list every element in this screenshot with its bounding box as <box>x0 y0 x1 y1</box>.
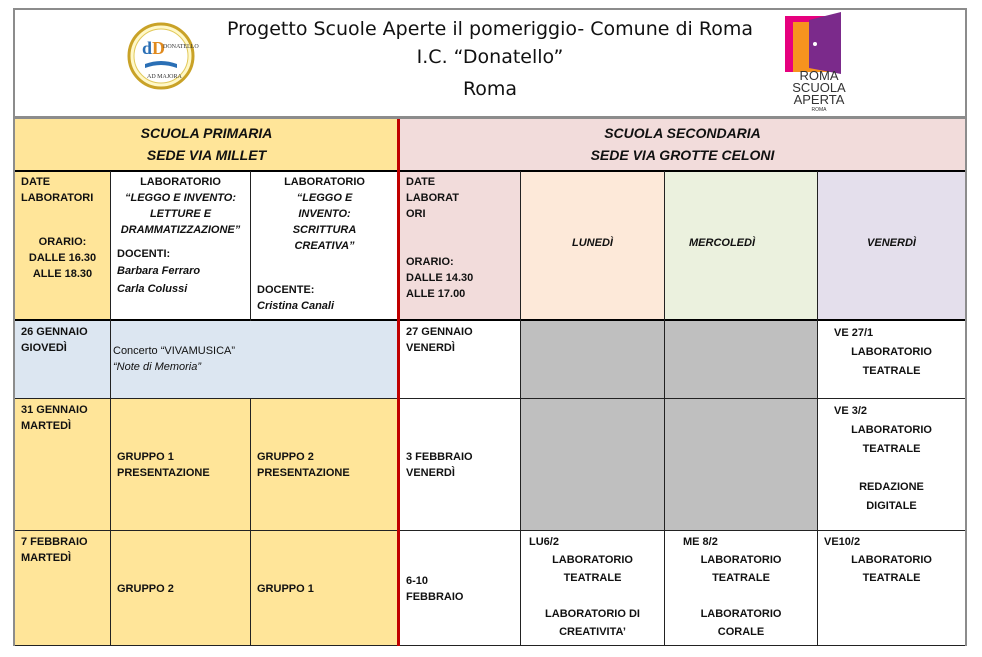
row1-lunedi <box>521 321 664 398</box>
roma-scuola-aperta-logo <box>779 12 859 116</box>
text: MARTEDÌ <box>21 552 72 564</box>
text: LABORATORIO <box>851 424 932 436</box>
band-primaria-title: SCUOLA PRIMARIA <box>140 125 273 141</box>
text: LABORATORIO <box>851 346 932 358</box>
text: VENERDÌ <box>867 237 916 249</box>
row2-venerdi <box>818 399 965 530</box>
row2-secondaria-date <box>400 399 520 530</box>
text: 6-10 <box>406 575 429 587</box>
text: TEATRALE <box>563 572 622 584</box>
grid-line <box>15 170 965 172</box>
header-school: I.C. “Donatello” <box>416 46 564 68</box>
text: 27 GENNAIO <box>406 326 473 338</box>
text: DOCENTI: <box>117 248 171 260</box>
text: TEATRALE <box>712 572 770 584</box>
text: PRESENTAZIONE <box>257 467 350 479</box>
text: CORALE <box>717 626 765 638</box>
text: GRUPPO 1 <box>117 451 174 463</box>
text: “Note di Memoria” <box>113 361 202 373</box>
logo-aperta: APERTA <box>793 92 845 107</box>
text: “LEGGO E <box>296 192 353 204</box>
text: ALLE 17.00 <box>406 288 466 300</box>
band-secondaria-sede: SEDE VIA GROTTE CELONI <box>590 147 775 163</box>
band-secondaria <box>400 119 965 171</box>
colhead-lab2 <box>251 171 398 320</box>
text: 26 GENNAIO <box>21 326 88 338</box>
text: MERCOLEDÌ <box>689 237 755 249</box>
donatello-logo <box>127 22 199 90</box>
grid-line <box>110 171 111 646</box>
text: Barbara Ferraro <box>117 265 201 277</box>
text: GRUPPO 2 <box>257 451 314 463</box>
colhead-secondaria-date <box>400 171 520 320</box>
text: LABORATORIO DI <box>545 608 640 620</box>
row2-lab2 <box>251 399 398 530</box>
text: LABORATORIO <box>700 554 782 566</box>
text: ME 8/2 <box>683 536 718 548</box>
text: CREATIVITA’ <box>559 626 626 638</box>
text: GRUPPO 2 <box>117 583 174 595</box>
text: Carla Colussi <box>117 283 188 295</box>
text: DIGITALE <box>866 500 917 512</box>
text: “LEGGO E INVENTO: <box>124 192 237 204</box>
logo-roma: ROMA <box>799 68 839 83</box>
grid-line <box>250 171 251 321</box>
text: ORARIO: <box>38 236 87 248</box>
text: LABORATORIO <box>700 608 782 620</box>
text: TEATRALE <box>862 572 921 584</box>
text: LUNEDÌ <box>572 237 613 249</box>
logo-text-top: DONATELLO <box>163 44 199 50</box>
text: LABORATORIO <box>552 554 633 566</box>
text: TEATRALE <box>862 365 921 377</box>
text: CREATIVA” <box>294 240 355 252</box>
text: REDAZIONE <box>859 481 924 493</box>
colhead-primaria-date <box>15 171 110 320</box>
row2-mercoledi <box>665 399 817 530</box>
text: LABORATORIO <box>140 176 221 188</box>
row1-mercoledi <box>665 321 817 398</box>
row3-lab2 <box>251 531 398 645</box>
row2-lunedi <box>521 399 664 530</box>
text: DOCENTE: <box>257 284 315 296</box>
grid-line <box>520 171 521 646</box>
text: VE10/2 <box>824 536 861 548</box>
text: GIOVEDÌ <box>21 342 67 354</box>
text: DATE <box>406 176 436 188</box>
text: 31 GENNAIO <box>21 404 88 416</box>
row3-secondaria-date <box>400 531 520 645</box>
colhead-lunedi <box>521 171 664 320</box>
text: LABORATORI <box>21 192 94 204</box>
row3-venerdi <box>818 531 965 645</box>
grid-line <box>664 171 665 646</box>
text: 7 FEBBRAIO <box>21 536 88 548</box>
text: Cristina Canali <box>257 300 335 312</box>
text: DRAMMATIZZAZIONE” <box>120 224 241 236</box>
text: VENERDÌ <box>406 467 455 479</box>
text: DALLE 16.30 <box>28 252 97 264</box>
text: INVENTO: <box>298 208 351 220</box>
text: VENERDÌ <box>406 342 455 354</box>
text: VE 3/2 <box>834 405 868 417</box>
text: DATE <box>21 176 51 188</box>
text: ORARIO: <box>406 256 454 268</box>
text: ALLE 18.30 <box>32 268 93 280</box>
text: MARTEDÌ <box>21 420 72 432</box>
grid-line <box>15 645 965 646</box>
row1-venerdi <box>818 321 965 398</box>
row2-lab1 <box>111 399 250 530</box>
text: VE 27/1 <box>834 327 874 339</box>
text: LABORAT <box>406 192 459 204</box>
band-primaria-sede: SEDE VIA MILLET <box>146 147 267 163</box>
header-title: Progetto Scuole Aperte il pomeriggio- Comune di Roma <box>227 18 753 40</box>
grid-line <box>15 398 965 399</box>
colhead-venerdi <box>818 171 965 320</box>
text: LU6/2 <box>529 536 559 548</box>
text: SCRITTURA <box>292 224 357 236</box>
red-divider <box>397 119 400 646</box>
text: DALLE 14.30 <box>406 272 474 284</box>
grid-line <box>817 171 818 646</box>
grid-line <box>15 530 965 531</box>
row3-lab1 <box>111 531 250 645</box>
header-city: Roma <box>462 78 518 100</box>
text: FEBBRAIO <box>406 591 464 603</box>
colhead-lab1 <box>111 171 250 320</box>
text: Concerto “VIVAMUSICA” <box>113 345 236 357</box>
row1-secondaria-date <box>400 321 520 398</box>
logo-roma-small: ROMA <box>811 107 827 113</box>
text: ORI <box>406 208 426 220</box>
text: PRESENTAZIONE <box>117 467 210 479</box>
logo-scuola: SCUOLA <box>792 80 846 95</box>
grid-line <box>15 319 965 321</box>
band-primaria <box>15 119 398 171</box>
colhead-mercoledi <box>665 171 817 320</box>
grid-line <box>15 118 965 119</box>
text: TEATRALE <box>862 443 921 455</box>
row3-lunedi <box>521 531 664 645</box>
text: LETTURE E <box>149 208 212 220</box>
row2-primaria-date <box>15 399 110 530</box>
svg-text:d: d <box>142 38 153 58</box>
text: LABORATORIO <box>284 176 365 188</box>
row3-primaria-date <box>15 531 110 645</box>
text: LABORATORIO <box>851 554 932 566</box>
grid-line <box>250 399 251 646</box>
row1-primaria-date <box>15 321 110 398</box>
logo-text-bottom: AD MAJORA <box>147 74 182 80</box>
document-header <box>15 10 965 118</box>
row3-mercoledi <box>665 531 817 645</box>
text: GRUPPO 1 <box>257 583 314 595</box>
text: 3 FEBBRAIO <box>406 451 473 463</box>
band-secondaria-title: SCUOLA SECONDARIA <box>604 125 761 141</box>
svg-text:D: D <box>152 38 165 58</box>
row1-event <box>111 321 398 398</box>
